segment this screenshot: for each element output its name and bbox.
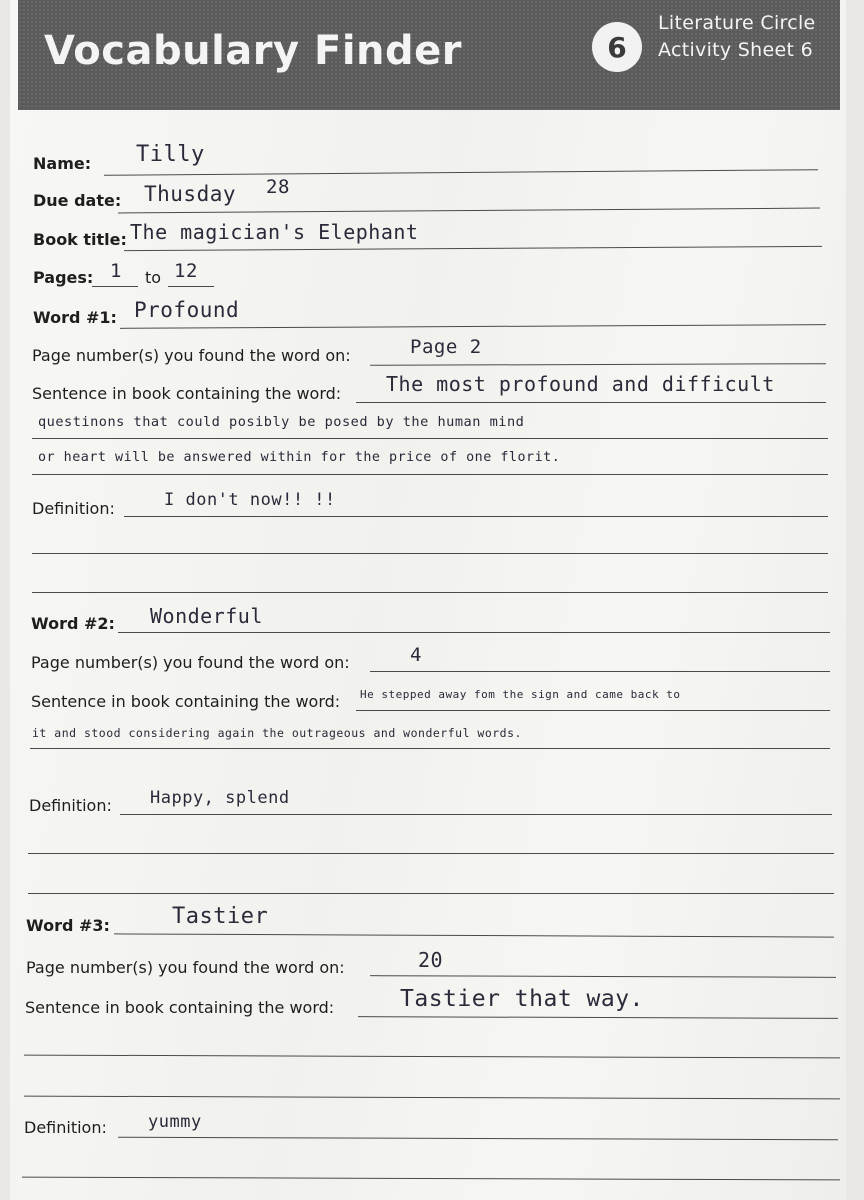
word2-sentence-line-1 (356, 710, 830, 711)
word2-label: Word #2: (31, 614, 115, 633)
word3-line (114, 933, 834, 937)
word2-line (118, 632, 830, 633)
activity-sheet (10, 0, 846, 1200)
pages-label: Pages: (33, 268, 94, 287)
word1-definition-value[interactable]: I don't now!! !! (164, 490, 336, 510)
header-banner (18, 0, 840, 110)
word3-sentence-text-1[interactable]: Tastier that way. (400, 986, 644, 1012)
word2-sentence-label: Sentence in book containing the word: (31, 692, 341, 711)
word3-page-label: Page number(s) you found the word on: (26, 958, 345, 977)
word1-sentence-line-1 (356, 402, 826, 403)
word3-sentence-label: Sentence in book containing the word: (25, 998, 335, 1017)
pages-from-line (92, 286, 138, 287)
sheet-label (658, 10, 834, 64)
word2-definition-label: Definition: (29, 796, 112, 815)
word2-definition-line-2 (28, 853, 834, 854)
word3-definition-value[interactable]: yummy (148, 1112, 202, 1132)
word1-page-line (370, 363, 826, 366)
word1-definition-line-2 (32, 553, 828, 554)
word1-page-value[interactable]: Page 2 (410, 336, 482, 358)
book-title-label: Book title: (33, 230, 127, 249)
word1-page-label: Page number(s) you found the word on: (32, 346, 351, 365)
word2-sentence-text-1[interactable]: He stepped away fom the sign and came back to (360, 688, 681, 701)
pages-to-label: to (145, 268, 162, 287)
word2-value[interactable]: Wonderful (150, 604, 263, 628)
word1-sentence-line-3 (32, 474, 828, 475)
word2-definition-line-1 (120, 814, 832, 815)
word1-label: Word #1: (33, 308, 117, 327)
name-value[interactable]: Tilly (136, 142, 205, 167)
pages-to-value[interactable]: 12 (174, 260, 198, 282)
word1-definition-line-1 (124, 516, 828, 517)
due-date-line (118, 208, 820, 214)
word3-definition-label: Definition: (24, 1118, 107, 1137)
sheet-label-line1: Literature Circle (658, 12, 816, 34)
book-title-value[interactable]: The magician's Elephant (130, 220, 419, 244)
sheet-number-badge: 6 (592, 22, 642, 72)
word2-definition-value[interactable]: Happy, splend (150, 788, 290, 808)
word2-sentence-line-2 (30, 748, 830, 749)
word1-definition-label: Definition: (32, 499, 115, 518)
sheet-label-line2: Activity Sheet 6 (658, 39, 813, 61)
word3-page-value[interactable]: 20 (418, 948, 444, 972)
word3-label: Word #3: (26, 916, 110, 935)
pages-to-line (168, 286, 214, 287)
due-date-label: Due date: (33, 191, 122, 210)
word1-sentence-line-2 (32, 438, 828, 439)
word2-page-value[interactable]: 4 (410, 644, 422, 666)
word2-page-label: Page number(s) you found the word on: (31, 653, 350, 672)
book-title-line (124, 246, 822, 251)
word3-sentence-line-1 (358, 1016, 838, 1019)
due-date-number[interactable]: 28 (266, 176, 290, 198)
word1-definition-line-3 (32, 592, 828, 593)
word2-definition-line-3 (28, 893, 834, 894)
page-title: Vocabulary Finder (44, 28, 462, 74)
name-line (104, 169, 818, 176)
word2-page-line (370, 671, 830, 672)
word1-sentence-text-2[interactable]: questinons that could posibly be posed by the human mind (38, 414, 525, 430)
word1-value[interactable]: Profound (134, 298, 240, 322)
pages-from-value[interactable]: 1 (110, 260, 122, 282)
name-label: Name: (33, 154, 92, 173)
word2-sentence-text-2[interactable]: it and stood considering again the outrageous and wonderful words. (32, 726, 522, 740)
word3-sentence-line-3 (24, 1096, 840, 1100)
word1-line (120, 324, 826, 329)
word1-sentence-text-1[interactable]: The most profound and difficult (386, 372, 775, 396)
word3-sentence-line-2 (24, 1055, 840, 1059)
word3-definition-line-2 (22, 1177, 840, 1181)
word3-page-line (370, 975, 836, 978)
word1-sentence-label: Sentence in book containing the word: (32, 384, 342, 403)
word3-definition-line-1 (118, 1137, 838, 1141)
word3-value[interactable]: Tastier (172, 904, 269, 929)
word1-sentence-text-3[interactable]: or heart will be answered within for the price of one florit. (38, 450, 561, 465)
due-date-value[interactable]: Thusday (144, 182, 237, 206)
